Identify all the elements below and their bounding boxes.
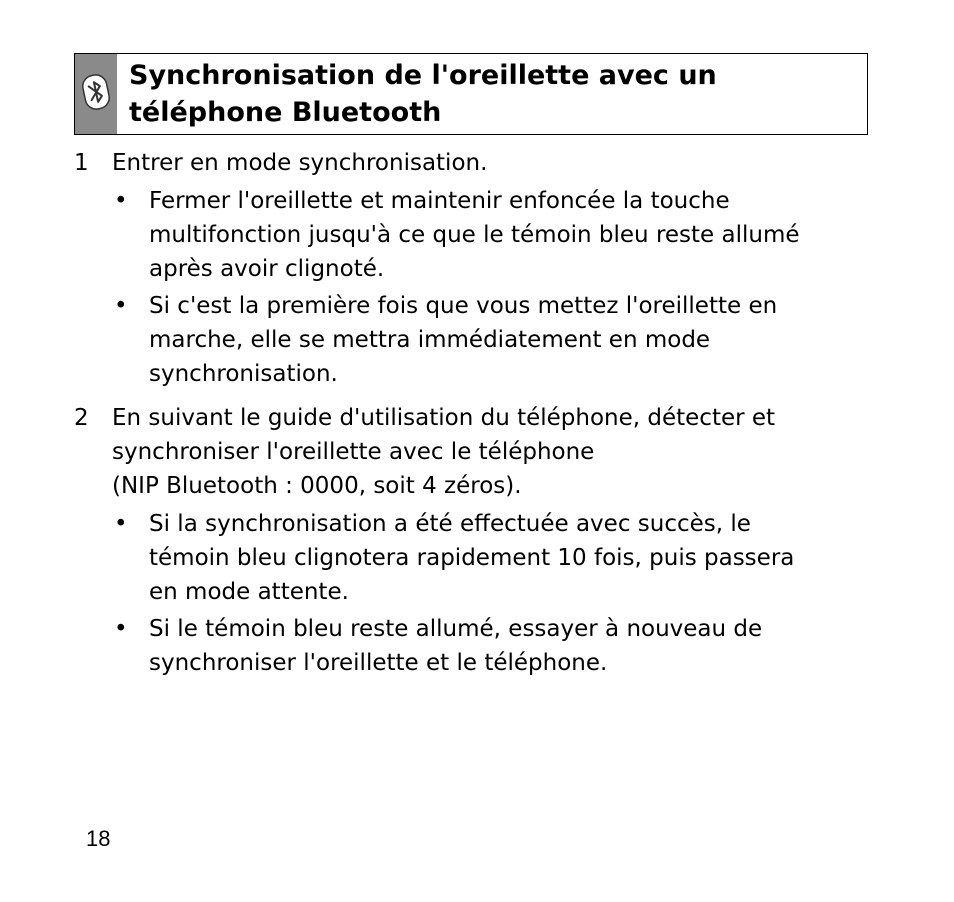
list-item (112, 507, 874, 609)
header-tab (75, 54, 117, 134)
list-item (112, 184, 874, 286)
step-1 (74, 146, 874, 391)
step-1-bullets (112, 184, 874, 391)
step-2-bullets (112, 507, 874, 680)
bullet-line: Si le témoin bleu reste allumé, essayer à nouveau de (149, 616, 763, 642)
bullet-marker: • (114, 188, 128, 214)
bullet-line: marche, elle se mettra immédiatement en mode (149, 327, 711, 353)
instructions (74, 146, 874, 683)
bullet-line: Si la synchronisation a été effectuée avec succès, le (149, 511, 751, 537)
step-number: 2 (74, 405, 89, 431)
title-line-1: Synchronisation de l'oreillette avec un (129, 60, 717, 91)
bluetooth-icon (81, 72, 111, 112)
bullet-line: multifonction jusqu'à ce que le témoin bleu reste allumé (149, 222, 800, 248)
step-text-line: (NIP Bluetooth : 0000, soit 4 zéros). (112, 473, 522, 499)
bullet-line: synchroniser l'oreillette et le téléphone. (149, 650, 608, 676)
step-text: Entrer en mode synchronisation. (112, 150, 488, 176)
step-2 (74, 401, 874, 680)
bullet-marker: • (114, 293, 128, 319)
bullet-line: après avoir clignoté. (149, 256, 385, 282)
list-item (112, 289, 874, 391)
page-number: 18 (86, 826, 111, 851)
bullet-marker: • (114, 511, 128, 537)
bullet-line: Fermer l'oreillette et maintenir enfoncée la touche (149, 188, 730, 214)
section-header (74, 53, 868, 135)
page-title (129, 57, 859, 131)
step-text-line: synchroniser l'oreillette avec le téléphone (112, 439, 595, 465)
step-number: 1 (74, 150, 89, 176)
bullet-line: Si c'est la première fois que vous mettez l'oreillette en (149, 293, 778, 319)
bullet-line: en mode attente. (149, 579, 349, 605)
bullet-line: synchronisation. (149, 361, 338, 387)
title-line-2: téléphone Bluetooth (129, 97, 442, 128)
bullet-line: témoin bleu clignotera rapidement 10 fois, puis passera (149, 545, 795, 571)
bullet-marker: • (114, 616, 128, 642)
list-item (112, 612, 874, 680)
step-text-line: En suivant le guide d'utilisation du téléphone, détecter et (112, 405, 776, 431)
